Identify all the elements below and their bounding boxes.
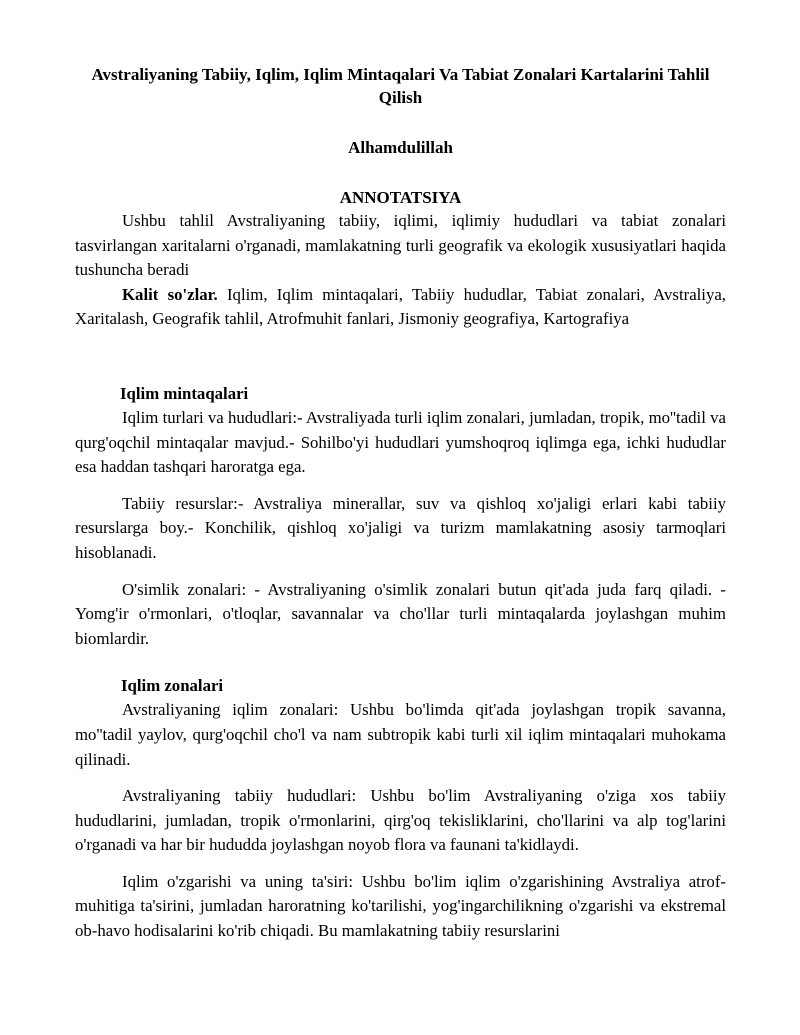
keywords-text: Iqlim, Iqlim mintaqalari, Tabiiy hududlar, Tabiat zonalari, Avstraliya, Xaritalash, Geografik tahlil, Atrofmuhit fanlari, Jismoniy geografiya, Kartografiya [75,284,726,329]
annotation-paragraph: Ushbu tahlil Avstraliyaning tabiiy, iqlimi, iqlimiy hududlari va tabiat zonalari tasvirlangan xaritalarni o'rganadi, mamlakatning turli geografik va ekologik xususiyatlari haqida tushuncha beradi [75,211,726,280]
section2-paragraph: Avstraliyaning tabiiy hududlari: Ushbu bo'lim Avstraliyaning o'ziga xos tabiiy hududlarini, jumladan, tropik o'rmonlarini, qirg'oq tekisliklarini, cho'llarini va alp tog'larini o'rganadi va har bir hududda joylashgan noyob flora va faunani ta'kidlaydi. [75,786,726,855]
section2-paragraph: Iqlim o'zgarishi va uning ta'siri: Ushbu bo'lim iqlim o'zgarishining Avstraliya atrof-muhitiga ta'sirini, jumladan haroratning ko'tarilishi, yog'ingarchilikning o'zgarishi va ekstremal ob-havo hodisalarini ko'rib chiqadi. Bu mamlakatning tabiiy resurslarini [75,871,726,941]
annotation-heading: ANNOTATSIYA [339,188,462,207]
section2-paragraph: Avstraliyaning iqlim zonalari: Ushbu bo'limda qit'ada joylashgan tropik savanna, mo''tadil yaylov, qurg'oqchil cho'l va nam subtropik kabi turli xil iqlim mintaqalari muhokama qilinadi. [75,700,726,769]
section-heading-iqlim-mintaqalari: Iqlim mintaqalari [120,383,249,403]
section-heading-iqlim-zonalari: Iqlim zonalari [121,676,224,696]
document-title: Avstraliyaning Tabiiy, Iqlim, Iqlim Mintaqalari Va Tabiat Zonalari Kartalarini Tahlil Qilish [91,65,710,107]
keywords-paragraph [75,283,726,332]
author-name: Alhamdulillah [348,138,453,157]
section1-paragraph: Iqlim turlari va hududlari:- Avstraliyada turli iqlim zonalari, jumladan, tropik, mo''tadil va qurg'oqchil mintaqalar mavjud.- Sohilbo'yi hududlari yumshoqroq iqlimga ega, ichki hududlar esa haddan tashqari haroratga ega. [75,407,726,477]
document-page [75,63,726,944]
section1-paragraph: O'simlik zonalari: - Avstraliyaning o'simlik zonalari butun qit'ada juda farq qiladi. - Yomg'ir o'rmonlari, o'tloqlar, savannalar va cho'llar turli mintaqalarda joylashgan muhim biomlardir. [75,579,726,648]
section1-paragraph: Tabiiy resurslar:- Avstraliya minerallar, suv va qishloq xo'jaligi erlari kabi tabiiy resurslarga boy.- Konchilik, qishloq xo'jaligi va turizm mamlakatning asosiy tarmoqlari hisoblanadi. [75,493,726,562]
keywords-label: Kalit so'zlar. [122,284,218,304]
